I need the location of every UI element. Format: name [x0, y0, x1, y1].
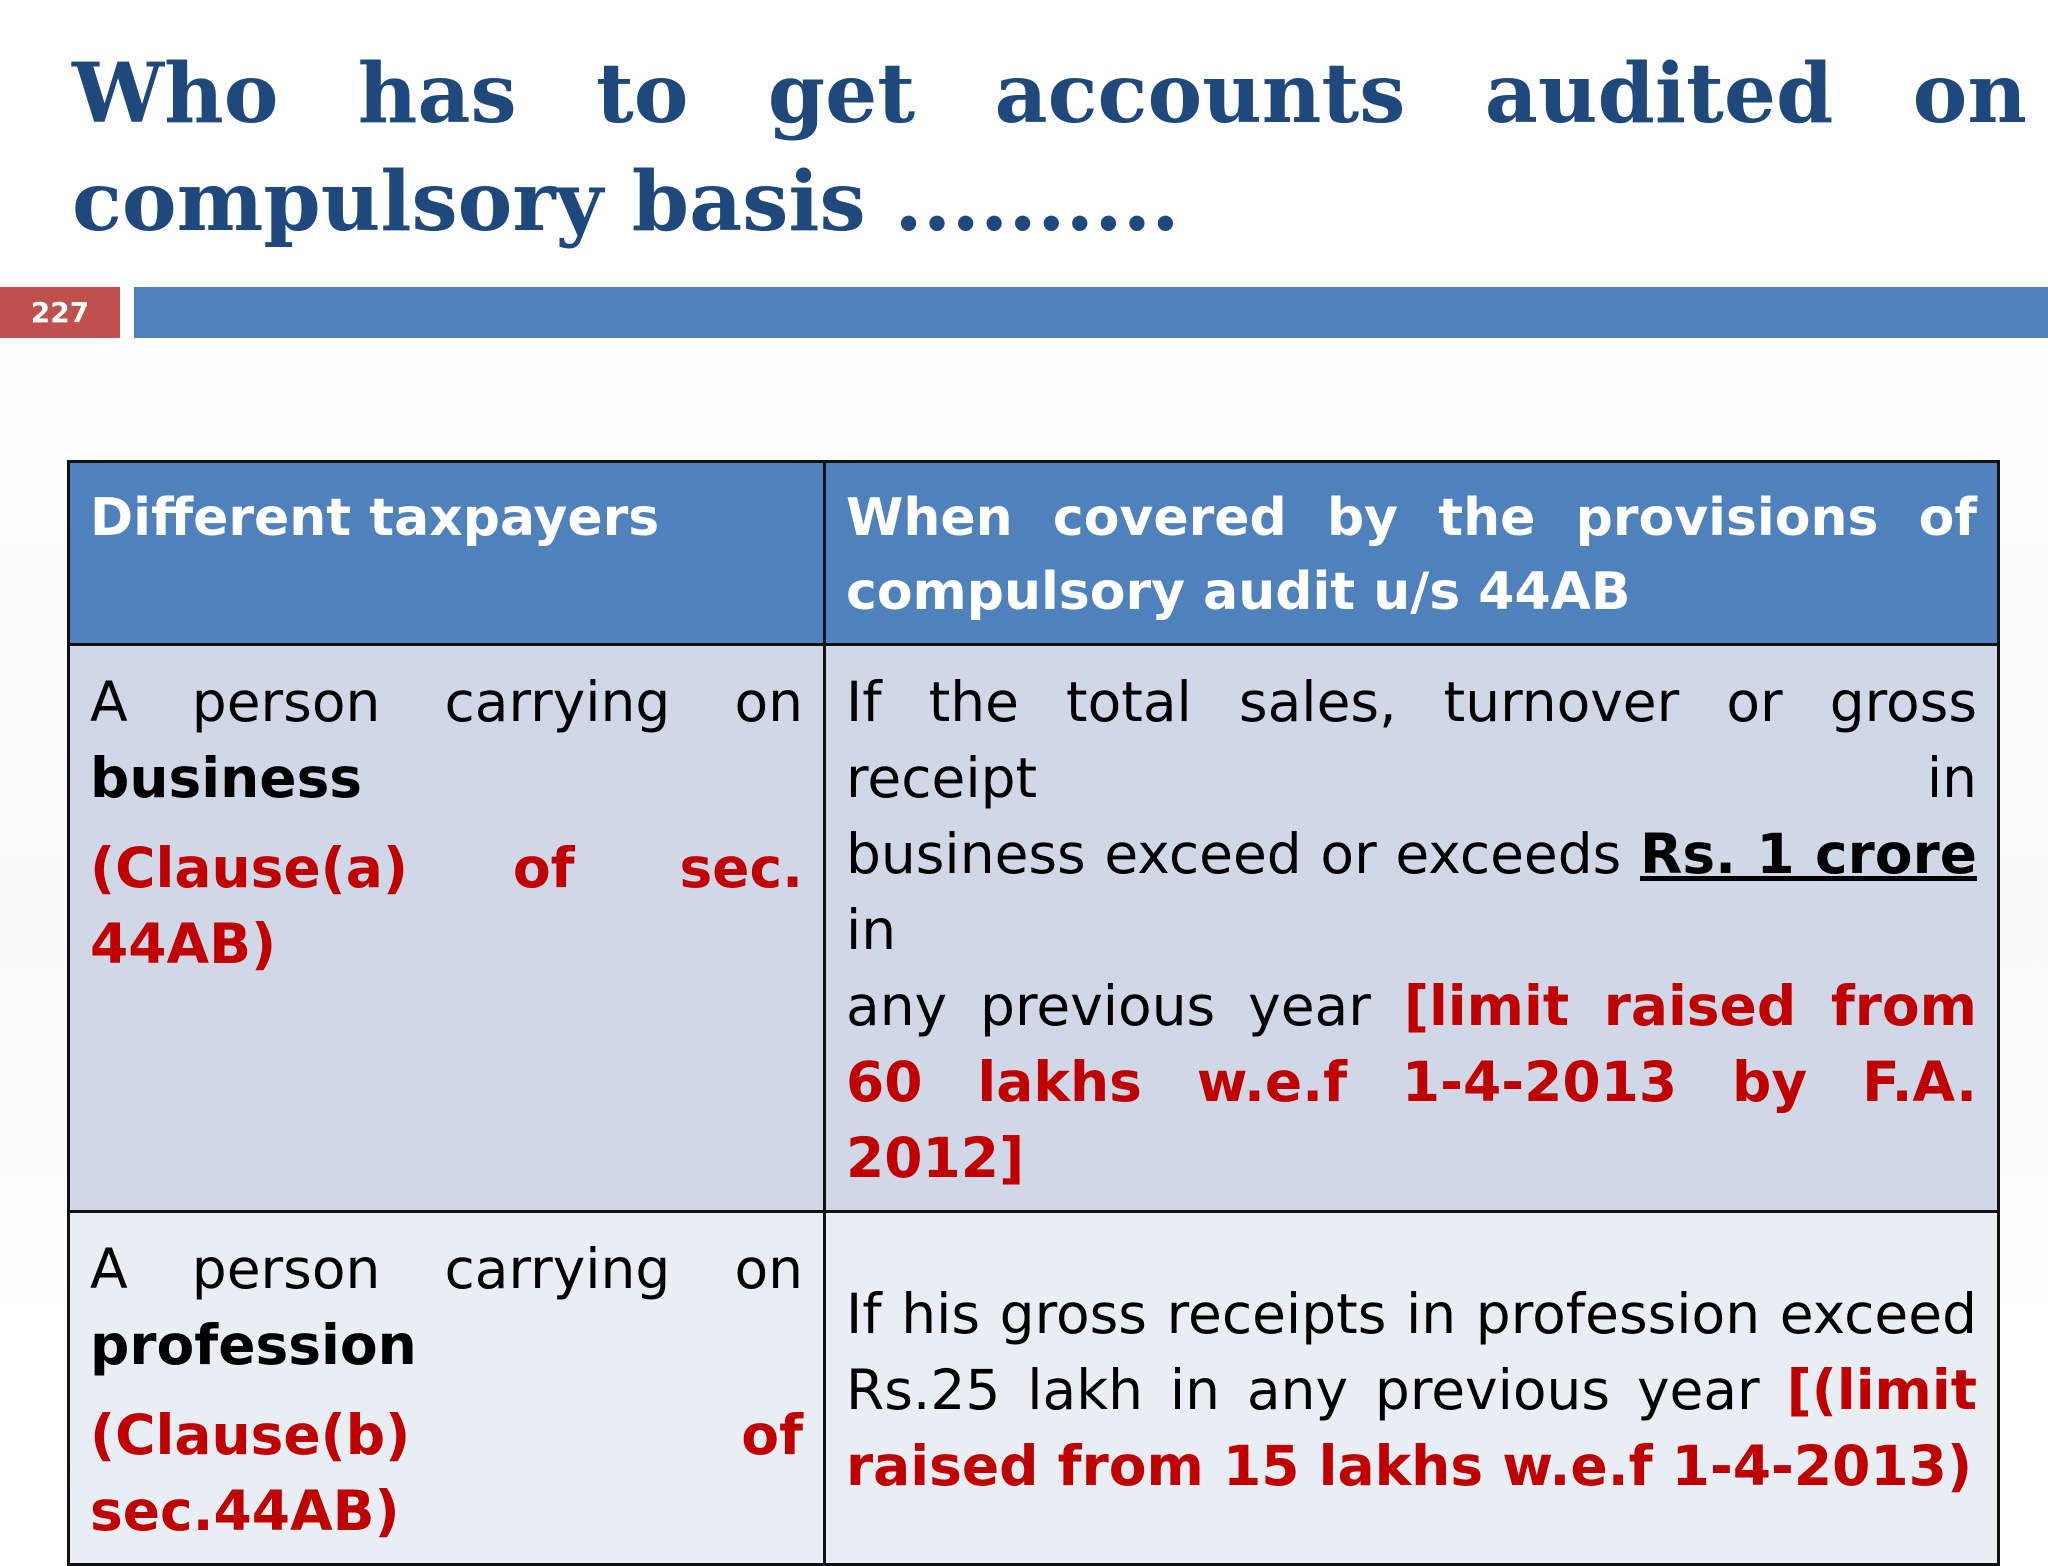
condition-line-1: If the total sales, turnover or gross receipt in	[846, 670, 1977, 810]
condition-line-3: any previous year	[846, 974, 1371, 1038]
header-when-covered: When covered by the provisions of compulsory audit u/s 44AB	[825, 462, 1999, 645]
taxpayer-prefix: A person carrying on	[90, 670, 803, 734]
condition-cell-profession	[825, 1212, 1999, 1565]
taxpayer-kind-business: business	[90, 746, 363, 810]
header-accent-bar	[134, 287, 2048, 338]
clause-a-reference: (Clause(a) of sec. 44AB)	[90, 836, 803, 976]
taxpayer-cell-business	[69, 645, 825, 1212]
limit-note-business: [limit raised from 60 lakhs w.e.f 1-4-2013 by F.A. 2012]	[846, 974, 1977, 1190]
condition-post-text: in	[846, 898, 897, 962]
turnover-threshold: Rs. 1 crore	[1640, 822, 1977, 886]
table-row-business	[69, 645, 1999, 1212]
limit-note-profession: [(limit raised from 15 lakhs w.e.f 1-4-2013)	[846, 1358, 1977, 1498]
condition-pre-text: business exceed or exceeds	[846, 822, 1622, 886]
taxpayer-cell-profession	[69, 1212, 825, 1565]
slide-number-badge: 227	[0, 287, 120, 338]
condition-line-2	[846, 816, 1977, 968]
slide-title: Who has to get accounts audited on compulsory basis ..........	[72, 46, 2027, 250]
taxpayer-kind-profession: profession	[90, 1313, 417, 1377]
header-different-taxpayers: Different taxpayers	[69, 462, 825, 645]
clause-b-reference: (Clause(b) of sec.44AB)	[90, 1403, 803, 1543]
table-header-row	[69, 462, 1999, 645]
condition-cell-business	[825, 645, 1999, 1212]
taxpayer-prefix: A person carrying on	[90, 1237, 803, 1301]
audit-criteria-table	[67, 460, 2000, 1566]
table-row-profession	[69, 1212, 1999, 1565]
condition-text-profession: If his gross receipts in profession exceed Rs.25 lakh in any previous year	[846, 1282, 1977, 1422]
